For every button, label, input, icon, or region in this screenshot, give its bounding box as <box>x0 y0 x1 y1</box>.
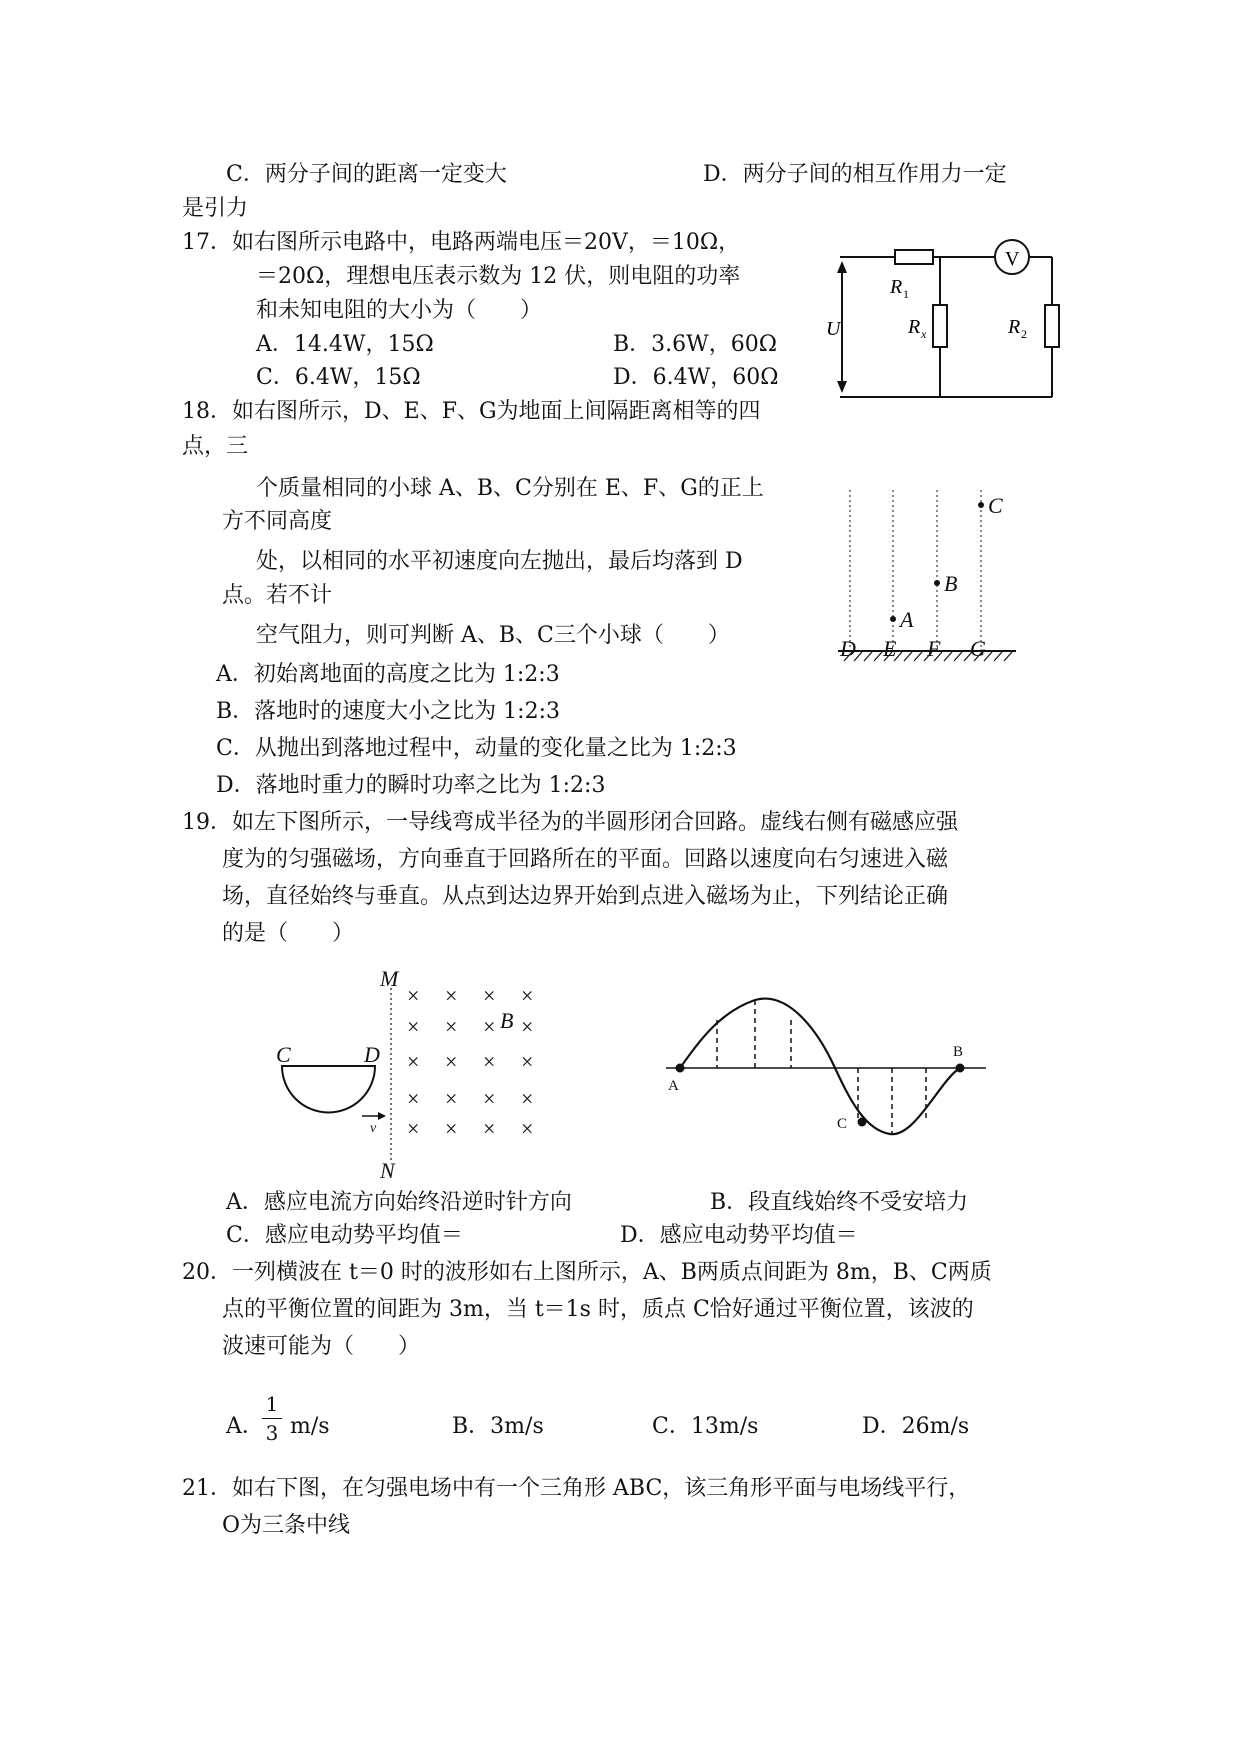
point-b <box>956 1064 965 1073</box>
label-b: B <box>944 571 958 596</box>
svg-text:×: × <box>521 1116 534 1141</box>
q20-option-d: D．26m/s <box>862 1414 970 1439</box>
q19-option-b: B．段直线始终不受安培力 <box>710 1190 969 1215</box>
waveform <box>680 999 960 1135</box>
svg-text:×: × <box>407 1049 420 1074</box>
label-d: D <box>364 1042 380 1067</box>
q20-stem-line3: 波速可能为（ ） <box>222 1334 421 1359</box>
q20-option-a-fraction <box>262 1392 282 1445</box>
q20-option-a-unit: m/s <box>290 1414 330 1439</box>
q18-stem-line1: 18．如右图所示，D、E、F、G为地面上间隔距离相等的四 <box>182 399 761 424</box>
svg-text:×: × <box>445 1116 458 1141</box>
q18-stem-line5: 处，以相同的水平初速度向左抛出，最后均落到 D <box>256 549 743 574</box>
fraction-numerator: 1 <box>265 1392 279 1416</box>
q19-option-a: A．感应电流方向始终沿逆时针方向 <box>226 1190 572 1215</box>
q19-stem-line3: 场，直径始终与垂直。从点到达边界开始到点进入磁场为止，下列结论正确 <box>222 884 949 909</box>
q16-option-d: D．两分子间的相互作用力一定 <box>703 162 1007 187</box>
q18-stem-line6: 点。若不计 <box>222 583 333 608</box>
label-r1-sub: 1 <box>903 287 909 301</box>
label-r2-sub: 2 <box>1021 327 1027 341</box>
q21-stem-line1: 21．如右下图，在匀强电场中有一个三角形 ABC，该三角形平面与电场线平行， <box>182 1476 971 1501</box>
label-d: D <box>840 636 856 661</box>
q18-option-d: D．落地时重力的瞬时功率之比为 1:2:3 <box>216 773 606 798</box>
label-a: A <box>668 1078 679 1094</box>
q20-stem-line2: 点的平衡位置的间距为 3m，当 t＝1s 时，质点 C恰好通过平衡位置，该波的 <box>222 1297 974 1322</box>
semicircle-loop <box>282 1066 375 1113</box>
ball-a <box>890 616 896 622</box>
point-a <box>676 1064 685 1073</box>
q17-stem-line2: ＝20Ω，理想电压表示数为 12 伏，则电阻的功率 <box>256 264 741 289</box>
q18-option-a: A．初始离地面的高度之比为 1:2:3 <box>216 662 560 687</box>
svg-text:×: × <box>521 1014 534 1039</box>
label-v: v <box>370 1121 377 1136</box>
q18-stem-line2: 点，三 <box>182 434 249 459</box>
circuit-diagram <box>820 225 1040 415</box>
q18-stem-line3: 个质量相同的小球 A、B、C分别在 E、F、G的正上 <box>256 476 764 501</box>
label-r2: R <box>1008 316 1021 338</box>
label-v: V <box>1005 248 1020 270</box>
q18-option-c: C．从抛出到落地过程中，动量的变化量之比为 1:2:3 <box>216 736 737 761</box>
svg-text:×: × <box>483 1116 496 1141</box>
label-b: B <box>953 1044 964 1060</box>
label-c: C <box>988 493 1003 518</box>
q19-stem-line4: 的是（ ） <box>222 921 355 946</box>
svg-text:×: × <box>521 1086 534 1111</box>
svg-text:×: × <box>407 1116 420 1141</box>
svg-text:×: × <box>407 1086 420 1111</box>
q18-stem-line4: 方不同高度 <box>222 509 333 534</box>
resistor-r1 <box>895 250 933 264</box>
q20-stem-line1: 20．一列横波在 t＝0 时的波形如右上图所示，A、B两质点间距为 8m，B、C两质 <box>182 1260 992 1285</box>
q20-option-a-prefix: A． <box>226 1414 264 1439</box>
resistor-rx <box>933 305 947 347</box>
label-c: C <box>837 1116 848 1132</box>
label-e: E <box>883 636 897 661</box>
label-g: G <box>970 636 986 661</box>
q17-option-c: C．6.4W，15Ω <box>256 365 421 390</box>
svg-text:×: × <box>407 983 420 1008</box>
q17-option-a: A．14.4W，15Ω <box>256 332 434 357</box>
q19-option-d: D．感应电动势平均值＝ <box>620 1223 858 1248</box>
field-crosses <box>407 983 533 1141</box>
q16-option-d-continued: 是引力 <box>182 196 249 221</box>
q20-option-c: C．13m/s <box>652 1414 759 1439</box>
q17-option-d: D．6.4W，60Ω <box>613 365 779 390</box>
label-a: A <box>900 607 914 632</box>
svg-text:×: × <box>445 1049 458 1074</box>
label-rx-sub: x <box>921 327 927 341</box>
label-f: F <box>927 636 941 661</box>
q17-option-b: B．3.6W，60Ω <box>613 332 778 357</box>
svg-text:×: × <box>521 1049 534 1074</box>
q19-stem-line2: 度为的匀强磁场，方向垂直于回路所在的平面。回路以速度向右匀速进入磁 <box>222 847 949 872</box>
svg-text:×: × <box>483 1014 496 1039</box>
q19-stem-line1: 19．如左下图所示，一导线弯成半径为的半圆形闭合回路。虚线右侧有磁感应强 <box>182 810 958 835</box>
wave-diagram <box>660 990 990 1160</box>
q18-option-b: B．落地时的速度大小之比为 1:2:3 <box>216 699 560 724</box>
semicircle-field-diagram <box>270 966 550 1183</box>
q16-option-c: C．两分子间的距离一定变大 <box>226 162 507 187</box>
ball-c <box>978 502 984 508</box>
svg-text:×: × <box>483 983 496 1008</box>
svg-text:×: × <box>521 983 534 1008</box>
ball-b <box>934 580 940 586</box>
fraction-denominator: 3 <box>265 1421 279 1445</box>
label-rx: R <box>908 316 921 338</box>
label-m: M <box>380 966 399 991</box>
projectile-diagram <box>830 485 1020 665</box>
svg-text:×: × <box>483 1049 496 1074</box>
label-u: U <box>826 318 841 340</box>
label-c: C <box>276 1042 291 1067</box>
svg-text:×: × <box>445 1086 458 1111</box>
q17-stem-line1: 17．如右图所示电路中，电路两端电压＝20V，＝10Ω， <box>182 230 741 255</box>
q18-stem-line7: 空气阻力，则可判断 A、B、C三个小球（ ） <box>256 623 730 648</box>
q21-stem-line2: O为三条中线 <box>222 1513 351 1538</box>
label-r1: R <box>890 276 903 298</box>
label-b-field: B <box>500 1008 514 1033</box>
resistor-r2 <box>1045 305 1059 347</box>
label-n: N <box>380 1158 395 1183</box>
svg-text:×: × <box>407 1014 420 1039</box>
svg-text:×: × <box>445 983 458 1008</box>
svg-text:×: × <box>483 1086 496 1111</box>
point-c <box>858 1118 867 1127</box>
q17-stem-line3: 和未知电阻的大小为（ ） <box>256 298 543 323</box>
q20-option-b: B．3m/s <box>452 1414 544 1439</box>
q19-option-c: C．感应电动势平均值＝ <box>226 1223 463 1248</box>
svg-text:×: × <box>445 1014 458 1039</box>
